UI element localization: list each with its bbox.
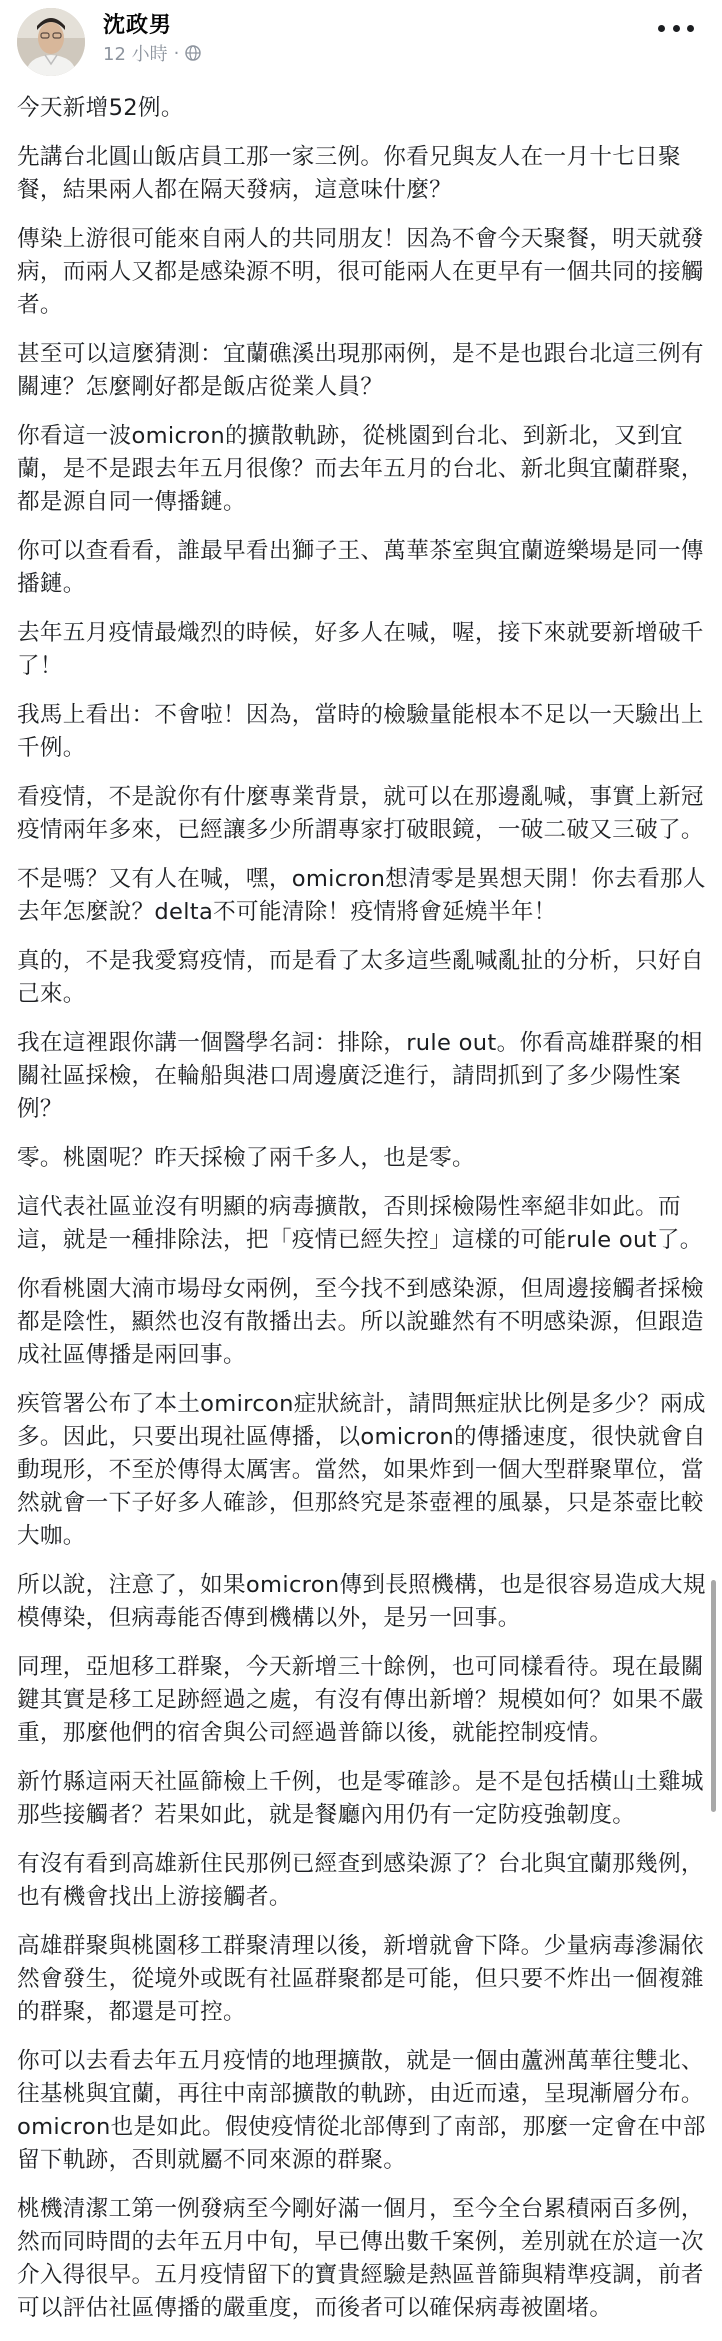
post-header (0, 0, 722, 76)
paragraph-13: 零。桃園呢？昨天採檢了兩千多人，也是零。 (17, 1145, 475, 1171)
globe-icon (185, 45, 201, 61)
paragraph-5: 你看這一波omicron的擴散軌跡，從桃園到台北、到新北，又到宜蘭，是不是跟去年五月很像？而去年五月的台北、新北與宜蘭群聚，都是源自同一傳播鏈。 (17, 423, 704, 515)
avatar[interactable] (17, 8, 85, 76)
paragraph-10: 不是嗎？又有人在喊，嘿，omicron想清零是異想天開！你去看那人去年怎麼說？delta不可能清除！疫情將會延燒半年！ (17, 866, 706, 925)
paragraph-11: 真的，不是我愛寫疫情，而是看了太多這些亂喊亂扯的分析，只好自己來。 (17, 948, 704, 1007)
paragraph-8: 我馬上看出：不會啦！因為，當時的檢驗量能根本不足以一天驗出上千例。 (17, 702, 704, 761)
paragraph-14: 這代表社區並沒有明顯的病毒擴散，否則採檢陽性率絕非如此。而這，就是一種排除法，把「疫情已經失控」這樣的可能rule out了。 (17, 1194, 703, 1253)
paragraph-9: 看疫情，不是說你有什麼專業背景，就可以在那邊亂喊，事實上新冠疫情兩年多來，已經讓多少所謂專家打破眼鏡，一破二破又三破了。 (17, 784, 704, 843)
author-name[interactable]: 沈政男 (103, 13, 173, 38)
paragraph-20: 有沒有看到高雄新住民那例已經查到感染源了？台北與宜蘭那幾例，也有機會找出上游接觸者。 (17, 1851, 704, 1910)
paragraph-4: 甚至可以這麼猜測：宜蘭礁溪出現那兩例，是不是也跟台北這三例有關連？怎麼剛好都是飯店從業人員？ (17, 341, 704, 400)
paragraph-23: 桃機清潔工第一例發病至今剛好滿一個月，至今全台累積兩百多例，然而同時間的去年五月中旬，早已傳出數千案例，差別就在於這一次介入得很早。五月疫情留下的寶貴經驗是熱區普篩與精準疫調，前者可以評估社區傳播的嚴重度，而後者可以確保病毒被圍堵。 (17, 2196, 704, 2321)
paragraph-2: 先講台北圓山飯店員工那一家三例。你看兄與友人在一月十七日聚餐，結果兩人都在隔天發病，這意味什麼？ (17, 144, 681, 203)
paragraph-21: 高雄群聚與桃園移工群聚清理以後，新增就會下降。少量病毒滲漏依然會發生，從境外或既有社區群聚都是可能，但只要不炸出一個複雜的群聚，都還是可控。 (17, 1933, 704, 2025)
paragraph-15: 你看桃園大湳市場母女兩例，至今找不到感染源，但周邊接觸者採檢都是陰性，顯然也沒有散播出去。所以說雖然有不明感染源，但跟造成社區傳播是兩回事。 (17, 1276, 704, 1368)
post-timestamp[interactable]: 12 小時 (103, 44, 168, 65)
paragraph-7: 去年五月疫情最熾烈的時候，好多人在喊，喔，接下來就要新增破千了！ (17, 620, 704, 679)
paragraph-19: 新竹縣這兩天社區篩檢上千例，也是零確診。是不是包括橫山土雞城那些接觸者？若果如此，就是餐廳內用仍有一定防疫強韌度。 (17, 1769, 704, 1828)
meta-separator: · (173, 42, 180, 64)
paragraph-12: 我在這裡跟你講一個醫學名詞：排除，rule out。你看高雄群聚的相關社區採檢，在輪船與港口周邊廣泛進行，請問抓到了多少陽性案例？ (17, 1030, 703, 1122)
post-meta (103, 40, 201, 66)
paragraph-3: 傳染上游很可能來自兩人的共同朋友！因為不會今天聚餐，明天就發病，而兩人又都是感染源不明，很可能兩人在更早有一個共同的接觸者。 (17, 226, 704, 318)
paragraph-16: 疾管署公布了本土omircon症狀統計，請問無症狀比例是多少？兩成多。因此，只要出現社區傳播，以omicron的傳播速度，很快就會自動現形，不至於傳得太厲害。當然，如果炸到一個大型群聚單位，當然就會一下子好多人確診，但那終究是茶壺裡的風暴，只是茶壺比較大咖。 (17, 1391, 706, 1549)
paragraph-18: 同理，亞旭移工群聚，今天新增三十餘例，也可同樣看待。現在最關鍵其實是移工足跡經過之處，有沒有傳出新增？規模如何？如果不嚴重，那麼他們的宿舍與公司經過普篩以後，就能控制疫情。 (17, 1654, 704, 1746)
paragraph-17: 所以說，注意了，如果omicron傳到長照機構，也是很容易造成大規模傳染，但病毒能否傳到機構以外，是另一回事。 (17, 1572, 706, 1631)
profile-photo (17, 8, 85, 76)
paragraph-6: 你可以查看看，誰最早看出獅子王、萬華茶室與宜蘭遊樂場是同一傳播鏈。 (17, 538, 704, 597)
post-body (17, 92, 713, 2341)
paragraph-1: 今天新增52例。 (17, 95, 184, 121)
more-options-icon[interactable] (658, 20, 694, 36)
scrollbar-thumb[interactable] (711, 1580, 716, 1812)
paragraph-22: 你可以去看去年五月疫情的地理擴散，就是一個由蘆洲萬華往雙北、往基桃與宜蘭，再往中南部擴散的軌跡，由近而遠，呈現漸層分布。omicron也是如此。假使疫情從北部傳到了南部，那麼一定會在中部留下軌跡，否則就屬不同來源的群聚。 (17, 2048, 706, 2173)
